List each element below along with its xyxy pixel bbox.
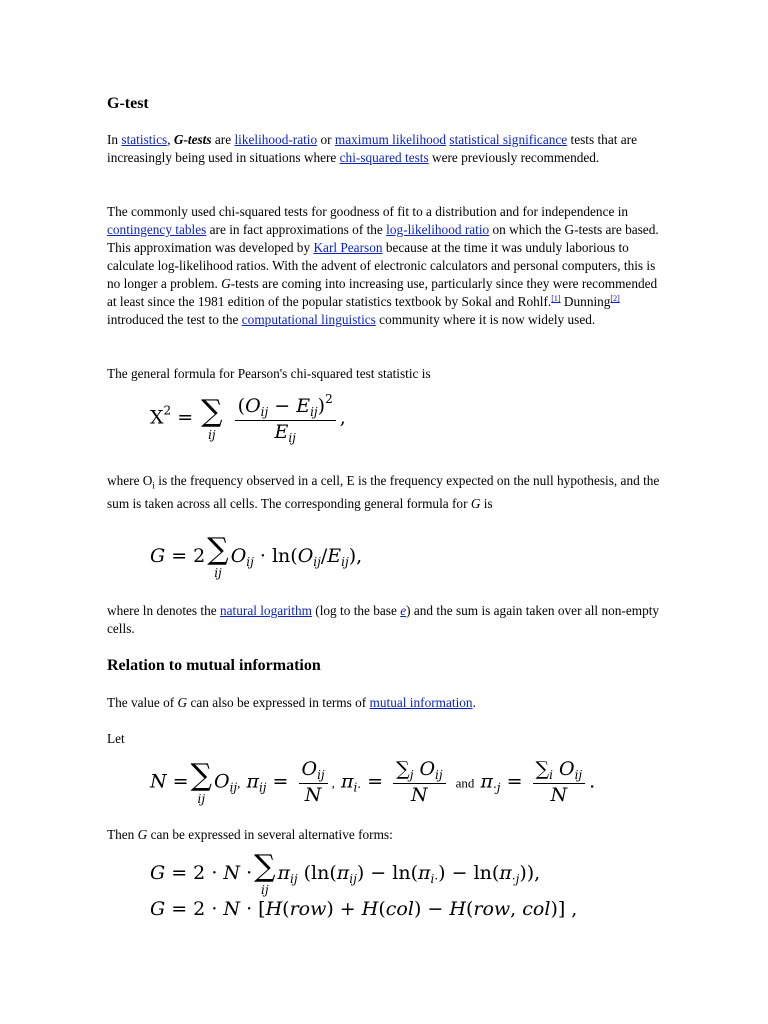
link-statistical-significance[interactable]: statistical significance: [449, 132, 568, 147]
page-title: G-test: [107, 95, 149, 112]
pearson-formula: $X^2$ = ∑ ij $\frac{(O_{ij} - E_{ij})^2}{E_{ij}}$ ,: [150, 392, 346, 445]
let-text: Let: [107, 731, 125, 746]
link-maximum-likelihood[interactable]: maximum likelihood: [334, 132, 447, 147]
link-mutual-information[interactable]: mutual information: [369, 695, 473, 710]
ln-explanation: where ln denotes the natural logarithm (log to the base e) and the sum is again taken over all non-empty cells.: [107, 603, 660, 636]
link-contingency-tables[interactable]: contingency tables: [107, 222, 207, 237]
link-computational-linguistics[interactable]: computational linguistics: [241, 312, 376, 327]
pearson-intro: The general formula for Pearson's chi-squared test statistic is: [107, 366, 431, 381]
link-e[interactable]: e: [400, 603, 407, 618]
pearson-explanation: where $O_i$ is the frequency observed in a cell, E is the frequency expected on the null hypothesis, and the sum is taken across all cells. The corresponding general formula for G is: [107, 473, 660, 511]
alternative-forms-intro: Then G can be expressed in several alternative forms:: [107, 827, 393, 842]
link-likelihood-ratio[interactable]: likelihood-ratio: [234, 132, 318, 147]
link-log-likelihood-ratio[interactable]: log-likelihood ratio: [386, 222, 490, 237]
link-chi-squared-tests[interactable]: chi-squared tests: [339, 150, 429, 165]
mutual-information-intro: The value of G can also be expressed in terms of mutual information.: [107, 695, 476, 710]
link-natural-logarithm[interactable]: natural logarithm: [220, 603, 312, 618]
g-formula: G = 2 ∑ ij $O_{ij} \cdot \ln(O_{ij}/E_{ij})$,: [150, 532, 363, 580]
intro-paragraph: In statistics, G-tests are likelihood-ratio or maximum likelihood statistical significance tests that are increasingly being used in situations where chi-squared tests were previously recommended.: [107, 132, 637, 165]
link-statistics[interactable]: statistics: [121, 132, 168, 147]
g-formula-entropy-probability: G = 2 · N · ∑ ij $\pi_{ij}$ $(\ln(\pi_{ij}) - \ln(\pi_{i\cdot}) - \ln(\pi_{\cdot j}))$,: [150, 849, 541, 897]
reference-2[interactable]: [2]: [610, 294, 620, 303]
definitions-formula: N = ∑ ij $O_{ij}$, $\pi_{ij}$ = $\frac{O_{ij}}{N}$ , $\pi_{i\cdot}$ = $\frac{\sum_j O_{ij}}{N}$ and $\pi_{\cdot j}$ = $\frac{\sum_i O_{ij}}{N}$ .: [150, 757, 596, 806]
link-karl-pearson[interactable]: Karl Pearson: [313, 240, 383, 255]
g-formula-entropy: G = 2 · N · [H(row) + H(col) − H(row, col)] ,: [150, 898, 578, 920]
section-title-mutual-information: Relation to mutual information: [107, 657, 321, 674]
history-paragraph: The commonly used chi-squared tests for goodness of fit to a distribution and for independence in contingency tables are in fact approximations of the log-likelihood ratio on which the G-tests are based. This approximation was developed by Karl Pearson because at the time it was unduly laborious to calculate log-likelihood ratios. With the advent of electronic calculators and personal computers, this is no longer a problem. G-tests are coming into increasing use, particularly since they were recommended at least since the 1981 edition of the popular statistics textbook by Sokal and Rohlf.[1] Dunning[2] introduced the test to the computational linguistics community where it is now widely used.: [107, 204, 659, 327]
reference-1[interactable]: [1]: [551, 294, 561, 303]
